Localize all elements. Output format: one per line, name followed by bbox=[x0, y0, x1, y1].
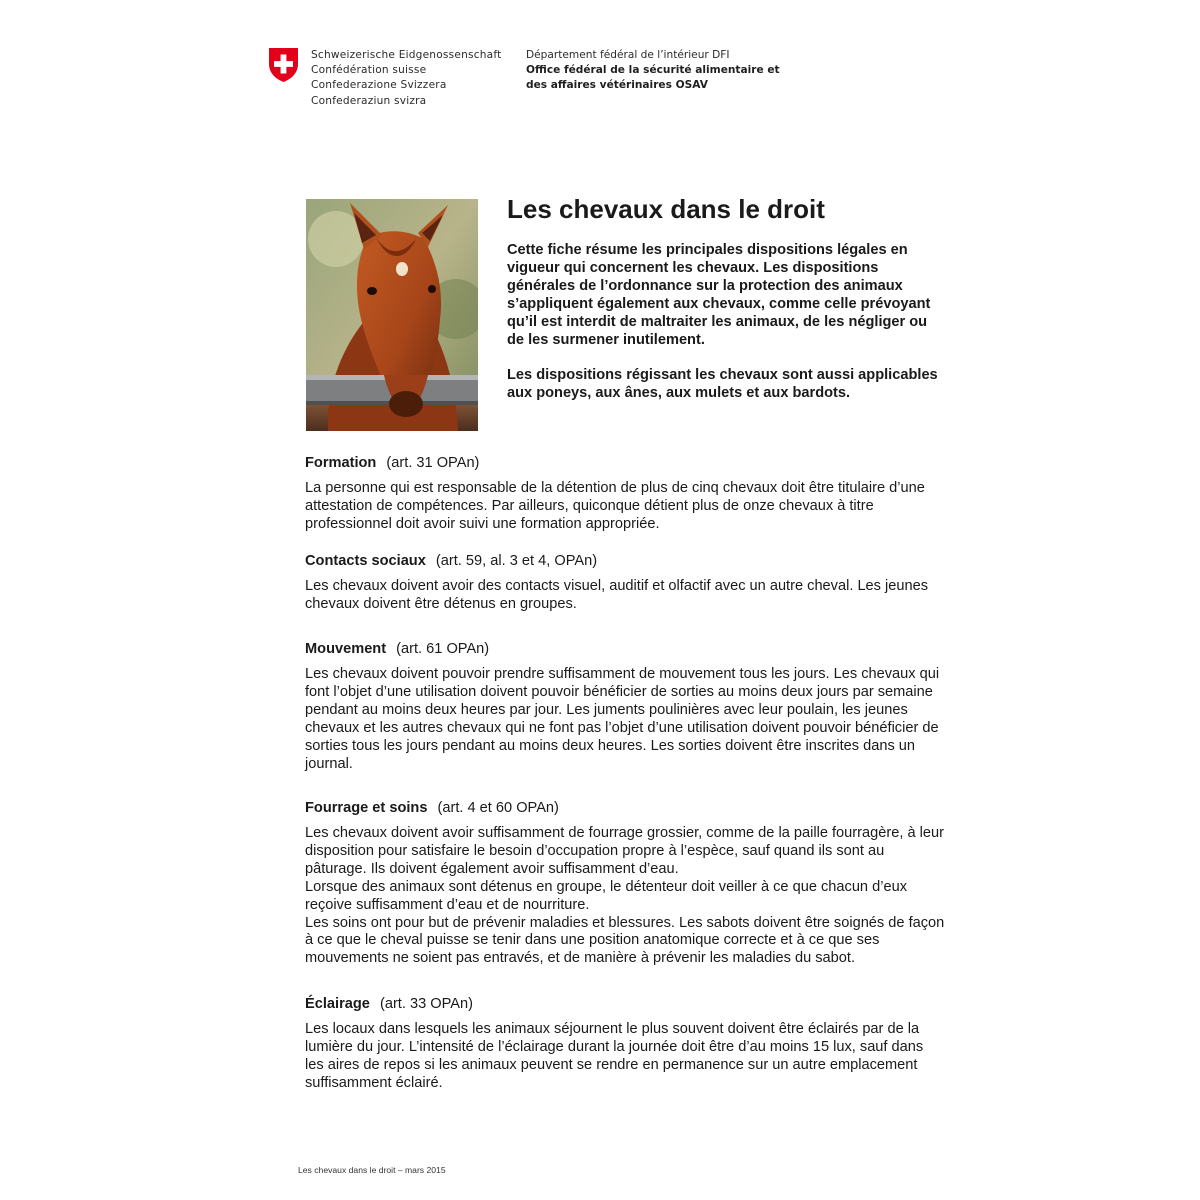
horse-photo bbox=[306, 199, 478, 431]
section-paragraph: Les chevaux doivent avoir suffisamment de fourrage grossier, comme de la paille fourragère, à leur disposition pour satisfaire le besoin d’occupation propre à l’espèce, sauf quand ils sont au pâturage. Ils doivent également avoir suffisamment d’eau. bbox=[305, 825, 944, 877]
section-paragraph: Les locaux dans lesquels les animaux séjournent le plus souvent doivent être éclairés par de la lumière du jour. L’intensité de l’éclairage durant la journée doit être d’au moins 15 lux, sauf dans les aires de repos si les animaux peuvent se rendre en permanence sur un autre emplacement suffisamment éclairé. bbox=[305, 1021, 924, 1091]
section-title: Formation bbox=[305, 455, 377, 471]
office-name-line-2: des affaires vétérinaires OSAV bbox=[526, 79, 708, 92]
section-paragraph: Les chevaux doivent pouvoir prendre suffisamment de mouvement tous les jours. Les chevaux qui font l’objet d’une utilisation doivent pouvoir bénéficier de sorties au moins deux jours par semaine pendant au moins deux heures par jour. Les juments poulinières avec leur poulain, les jeunes chevaux et les autres chevaux qui ne font pas l’objet d’une utilisation doivent pouvoir bénéficier de sorties tous les jours pendant au moins deux heures. Les sorties doivent être inscrites dans un journal. bbox=[305, 666, 940, 772]
section-formation bbox=[305, 454, 945, 534]
section-heading bbox=[305, 552, 945, 570]
section-body bbox=[305, 578, 945, 614]
intro-paragraph-1: Cette fiche résume les principales dispositions légales en vigueur qui concernent les chevaux. Les dispositions générales de l’ordonnance sur la protection des animaux s’appliquent également aux chevaux, comme celle prévoyant qu’il est interdit de maltraiter les animaux, de les négliger ou de les surmener inutilement. bbox=[507, 242, 931, 348]
confederation-line-rm: Confederaziun svizra bbox=[311, 94, 427, 107]
section-mouvement bbox=[305, 640, 945, 773]
section-body bbox=[305, 666, 945, 773]
section-body bbox=[305, 825, 945, 968]
intro-paragraph-2: Les dispositions régissant les chevaux sont aussi applicables aux poneys, aux ânes, aux mulets et aux bardots. bbox=[507, 367, 938, 402]
section-fourrage-et-soins bbox=[305, 799, 945, 968]
confederation-line-it: Confederazione Svizzera bbox=[311, 79, 447, 92]
section-heading bbox=[305, 454, 945, 472]
section-body bbox=[305, 480, 945, 534]
confederation-line-fr: Confédération suisse bbox=[311, 64, 427, 77]
section-reference: (art. 31 OPAn) bbox=[386, 455, 480, 471]
section-title: Contacts sociaux bbox=[305, 553, 426, 569]
section-heading bbox=[305, 640, 945, 658]
section-paragraph: Lorsque des animaux sont détenus en groupe, le détenteur doit veiller à ce que chacun d’eux reçoive suffisamment d’eau et de nourriture. bbox=[305, 878, 907, 913]
office-name-line-1: Office fédéral de la sécurité alimentaire et bbox=[526, 64, 780, 77]
section-title: Fourrage et soins bbox=[305, 800, 428, 816]
intro-text bbox=[507, 242, 939, 403]
swiss-crest-logo bbox=[268, 47, 299, 83]
section-body bbox=[305, 1021, 945, 1093]
department-name: Département fédéral de l’intérieur DFI bbox=[526, 49, 730, 61]
page-title: Les chevaux dans le droit bbox=[507, 194, 825, 224]
section-reference: (art. 33 OPAn) bbox=[379, 996, 473, 1012]
section-title: Éclairage bbox=[305, 996, 370, 1012]
section-contacts-sociaux bbox=[305, 552, 945, 614]
page-footer: Les chevaux dans le droit – mars 2015 bbox=[298, 1165, 446, 1175]
section-reference: (art. 61 OPAn) bbox=[396, 641, 490, 657]
section-heading bbox=[305, 799, 945, 817]
section-reference: (art. 4 et 60 OPAn) bbox=[437, 800, 559, 816]
section-heading bbox=[305, 995, 945, 1013]
department-block bbox=[526, 48, 780, 94]
confederation-line-de: Schweizerische Eidgenossenschaft bbox=[311, 49, 502, 61]
confederation-names bbox=[311, 48, 501, 109]
section-reference: (art. 59, al. 3 et 4, OPAn) bbox=[435, 553, 598, 569]
section-eclairage bbox=[305, 995, 945, 1093]
section-title: Mouvement bbox=[305, 641, 387, 657]
section-paragraph: Les soins ont pour but de prévenir maladies et blessures. Les sabots doivent être soignés de façon à ce que le cheval puisse se tenir dans une position anatomique correcte et à ce que ses mouvements ne soient pas entravés, et de manière à prévenir les maladies du sabot. bbox=[305, 914, 945, 967]
section-paragraph: Les chevaux doivent avoir des contacts visuel, auditif et olfactif avec un autre cheval. Les jeunes chevaux doivent être détenus en groupes. bbox=[305, 578, 929, 612]
section-paragraph: La personne qui est responsable de la détention de plus de cinq chevaux doit être titulaire d’une attestation de compétences. Par ailleurs, quiconque détient plus de onze chevaux à titre professionnel doit avoir suivi une formation appropriée. bbox=[305, 480, 925, 532]
